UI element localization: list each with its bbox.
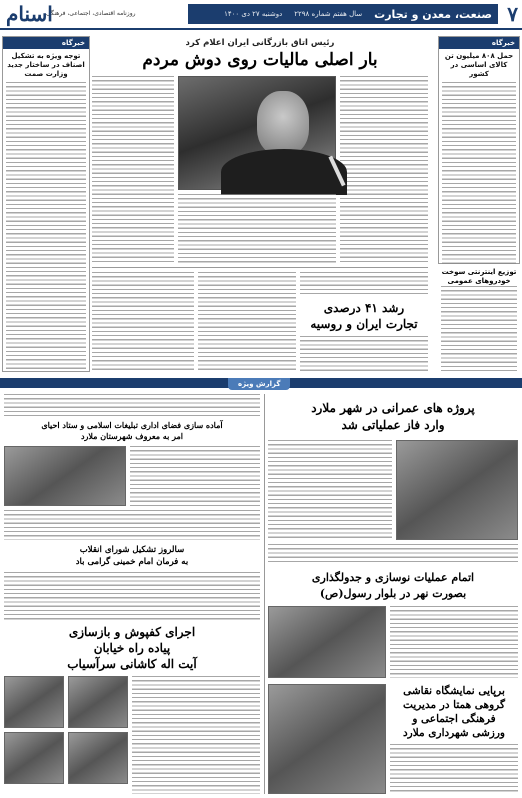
report-story3-headline	[4, 544, 260, 568]
report-intro-body	[4, 394, 260, 418]
report-story1-body	[268, 440, 392, 540]
report-column-divider	[264, 394, 265, 794]
report-story3-body	[4, 572, 260, 620]
report-story6-line3: فرهنگی اجتماعی و	[412, 713, 496, 725]
report-story5-line3: آیت اله کاشانی سرآسیاب	[67, 657, 197, 671]
second-story-col-2	[198, 272, 296, 372]
report-story1-line2: وارد فاز عملیاتی شد	[341, 418, 445, 432]
report-story5-photo-1	[4, 676, 64, 728]
report-story6-line4: ورزشی شهرداری ملارد	[402, 727, 506, 739]
report-story6-line1: برپایی نمایشگاه نقاشی	[403, 685, 505, 697]
report-story3-line2: به فرمان امام خمینی گرامی باد	[75, 557, 189, 567]
issue-date: دوشنبه ۲۷ دی ۱۴۰۰	[224, 10, 283, 18]
main-story-photo	[178, 76, 336, 190]
report-story1-body-2	[268, 544, 518, 564]
report-story3-line1: سالروز تشکیل شورای انقلاب	[79, 545, 185, 555]
report-story5-body	[132, 676, 260, 794]
report-story5-headline	[4, 624, 260, 672]
report-story5-line1: اجرای کفپوش و بازسازی	[68, 625, 196, 639]
report-story2-line2: امر به معروف شهرستان ملارد	[80, 431, 183, 441]
report-story6-line2: گروهی همتا در مدیریت	[403, 699, 505, 711]
main-story-kicker: رئیس اتاق بازرگانی ایران اعلام کرد	[185, 38, 335, 48]
report-story1-line1: پروژه های عمرانی در شهر ملارد	[311, 401, 475, 415]
page-number: ۷	[507, 2, 518, 26]
report-story2-body	[130, 446, 260, 506]
second-story-col-1	[300, 336, 428, 372]
second-story-col-3	[92, 272, 194, 372]
right-sidebar-body	[442, 82, 516, 264]
report-story5-photo-3	[4, 732, 64, 784]
left-sidebar-headline: توجه ویژه به تشکیل اصناف در ساختار جدید وزارت صمت	[7, 52, 85, 78]
right-sidebar-lower-body	[441, 286, 517, 372]
left-sidebar-news	[2, 36, 90, 372]
report-story1-photo-1	[396, 440, 518, 540]
report-story2-headline	[4, 420, 260, 442]
page-header	[0, 0, 522, 30]
report-story6-body	[390, 744, 518, 794]
report-story4-headline	[268, 570, 518, 602]
issue-info: سال هفتم شماره ۲۲۹۸	[294, 10, 363, 18]
right-sidebar-news	[438, 36, 520, 264]
report-story5-photo-2	[68, 676, 128, 728]
report-story2-body-2	[4, 510, 260, 540]
divider-line	[92, 267, 428, 268]
report-story2-photo	[4, 446, 126, 506]
report-story2-line1: آماده سازی فضای اداری تبلیغات اسلامی و ستاد احیای	[41, 420, 223, 430]
right-sidebar-label: خبرگاه	[439, 37, 519, 49]
report-story4-line1: اتمام عملیات نوسازی و جدولگذاری	[311, 571, 475, 584]
section-title: صنعت، معدن و تجارت	[374, 7, 492, 21]
second-story-headline-line1: رشد ۴۱ درصدی	[323, 301, 405, 315]
left-sidebar-label: خبرگاه	[3, 37, 89, 49]
left-sidebar-body	[6, 82, 86, 372]
section-bar	[188, 4, 498, 24]
main-story-col-3	[92, 76, 174, 264]
second-story-top-text	[300, 272, 428, 296]
main-story-headline: بار اصلی مالیات روی دوش مردم	[142, 50, 378, 70]
right-sidebar-lower-headline: توزیع اینترنتی سوخت خودروهای عمومی	[441, 268, 517, 285]
report-story4-line2: بصورت نهر در بلوار رسول(ص)	[319, 587, 467, 600]
report-story6-headline	[390, 684, 518, 740]
newspaper-logo: اسنام	[6, 2, 53, 26]
main-story-col-1	[340, 76, 428, 264]
special-report-label: گزارش ویژه	[228, 378, 290, 390]
report-story4-body	[390, 606, 518, 678]
second-story-headline	[300, 300, 428, 332]
report-story5-line2: پیاده راه خیابان	[93, 641, 171, 655]
masthead-tagline: روزنامه اقتصادی، اجتماعی، فرهنگی	[46, 10, 136, 17]
report-story1-headline	[268, 400, 518, 434]
main-story-col-2	[178, 194, 336, 264]
right-sidebar-headline: حمل ۸۰۸ میلیون تن کالای اساسی در کشور	[444, 52, 514, 78]
report-story6-photo	[268, 684, 386, 794]
report-story5-photo-4	[68, 732, 128, 784]
second-story-headline-line2: تجارت ایران و روسیه	[310, 317, 418, 331]
report-story4-photo	[268, 606, 386, 678]
